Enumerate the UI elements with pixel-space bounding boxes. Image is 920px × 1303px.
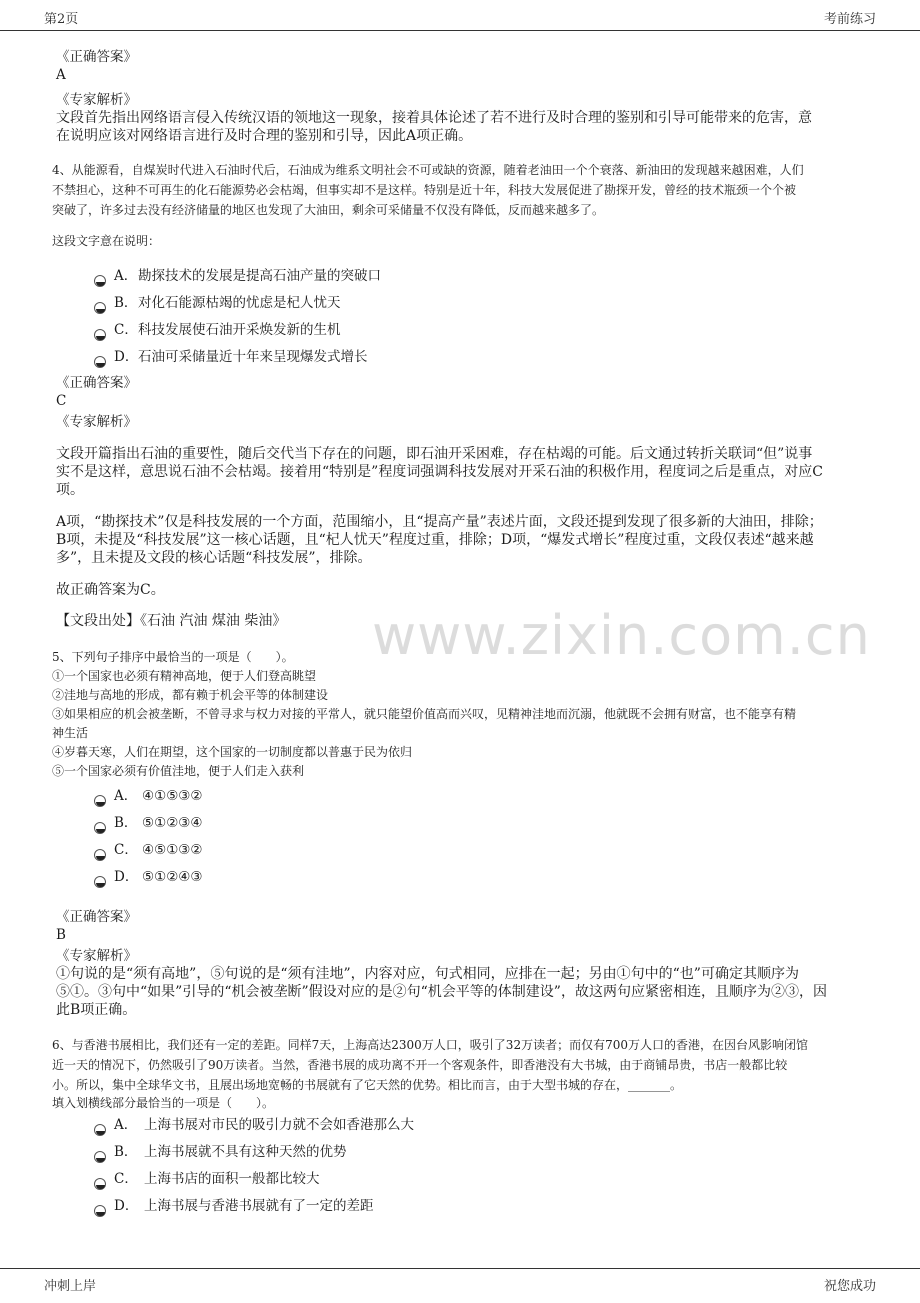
radio-icon[interactable] <box>94 849 106 861</box>
header-title: 考前练习 <box>823 12 876 27</box>
footer-left: 冲刺上岸 <box>44 1279 97 1294</box>
analysis-line: 文段首先指出网络语言侵入传统汉语的领地这一现象，接着具体论述了若不进行及时合理的鉴别和引导可能带来的危害，意 <box>56 110 812 126</box>
watermark: www.zixin.com.cn <box>372 604 871 667</box>
conclusion: 故正确答案为C。 <box>56 582 165 598</box>
answer-label: 《正确答案》 <box>56 49 137 65</box>
option-letter: B． <box>114 815 138 831</box>
sentence-item: ⑤一个国家必须有价值洼地，便于人们走入获利 <box>52 764 305 778</box>
analysis-line: ①句说的是“须有高地”，⑤句说的是“须有洼地”，内容对应，句式相同，应排在一起；另由①句中的“也”可确定其顺序为 <box>56 966 799 982</box>
option-text: 上海书展对市民的吸引力就不会如香港那么大 <box>144 1117 414 1133</box>
question-stem-line: 4、从能源看，自煤炭时代进入石油时代后，石油成为维系文明社会不可或缺的资源，随着老油田一个个衰落、新油田的发现越来越困难，人们 <box>52 163 804 177</box>
option-text: ④⑤①③② <box>142 842 203 858</box>
answer-value: B <box>56 927 66 943</box>
sentence-item: ④岁暮天寒，人们在期望，这个国家的一切制度都以普惠于民为依归 <box>52 745 413 759</box>
radio-icon[interactable] <box>94 1124 106 1136</box>
option-text: 上海书展就不具有这种天然的优势 <box>144 1144 347 1160</box>
sentence-item: ①一个国家也必须有精神高地，便于人们登高眺望 <box>52 669 317 683</box>
analysis-label: 《专家解析》 <box>56 414 137 430</box>
sentence-item: ③如果相应的机会被垄断，不曾寻求与权力对接的平常人，就只能望价值高而兴叹，见精神洼地而沉溺，他就既不会拥有财富，也不能享有精 <box>52 707 797 721</box>
radio-icon[interactable] <box>94 1178 106 1190</box>
analysis-label: 《专家解析》 <box>56 92 137 108</box>
option-text: ⑤①②③④ <box>142 815 203 831</box>
radio-icon[interactable] <box>94 329 106 341</box>
question-stem: 5、下列句子排序中最恰当的一项是（ ）。 <box>52 650 294 664</box>
answer-label: 《正确答案》 <box>56 909 137 925</box>
option-letter: B． <box>114 1144 138 1160</box>
option-text: 对化石能源枯竭的忧虑是杞人忧天 <box>138 295 341 311</box>
analysis-line: 项。 <box>56 482 84 498</box>
analysis-line: B项，未提及“科技发展”这一核心话题，且“杞人忧天”程度过重，排除；D项，“爆发式增长”程度过重，文段仅表述“越来越 <box>56 532 814 548</box>
question-stem-line: 不禁担心，这种不可再生的化石能源势必会枯竭，但事实却不是这样。特别是近十年，科技大发展促进了勘探开发，曾经的技术瓶颈一个个被 <box>52 183 797 197</box>
sentence-item: ②洼地与高地的形成，都有赖于机会平等的体制建设 <box>52 688 329 702</box>
question-prompt: 填入划横线部分最恰当的一项是（ ）。 <box>52 1096 275 1110</box>
question-stem-line: 6、与香港书展相比，我们还有一定的差距。同样7天，上海高达2300万人口，吸引了32万读者；而仅有700万人口的香港，在因台风影响闭馆 <box>52 1038 808 1052</box>
radio-icon[interactable] <box>94 1205 106 1217</box>
page-header <box>0 0 920 31</box>
page-number: 第2页 <box>44 12 79 27</box>
answer-label: 《正确答案》 <box>56 375 137 391</box>
question-stem-line: 突破了，许多过去没有经济储量的地区也发现了大油田，剩余可采储量不仅没有降低，反而越来越多了。 <box>52 203 605 217</box>
option-letter: C． <box>114 322 138 338</box>
option-text: 勘探技术的发展是提高石油产量的突破口 <box>138 268 381 284</box>
footer-right: 祝您成功 <box>823 1279 876 1294</box>
option-letter: D． <box>114 1198 139 1214</box>
question-stem-line: 小。所以，集中全球华文书，且展出场地宽畅的书展就有了它天然的优势。相比而言，由于大型书城的存在，_______。 <box>52 1078 683 1092</box>
option-letter: C． <box>114 842 138 858</box>
answer-value: A <box>56 67 66 83</box>
option-letter: A． <box>114 268 138 284</box>
analysis-label: 《专家解析》 <box>56 948 137 964</box>
option-text: 上海书店的面积一般都比较大 <box>144 1171 320 1187</box>
radio-icon[interactable] <box>94 356 106 368</box>
option-letter: C． <box>114 1171 138 1187</box>
option-text: 上海书展与香港书展就有了一定的差距 <box>144 1198 374 1214</box>
answer-value: C <box>56 393 67 409</box>
analysis-line: 多”，且未提及文段的核心话题“科技发展”，排除。 <box>56 550 372 566</box>
option-text: ⑤①②④③ <box>142 869 203 885</box>
analysis-line: 文段开篇指出石油的重要性，随后交代当下存在的问题，即石油开采困难，存在枯竭的可能。后文通过转折关联词“但”说事 <box>56 446 813 462</box>
radio-icon[interactable] <box>94 876 106 888</box>
analysis-line: 在说明应该对网络语言进行及时合理的鉴别和引导，因此A项正确。 <box>56 128 473 144</box>
analysis-line: 实不是这样，意思说石油不会枯竭。接着用“特别是”程度词强调科技发展对开采石油的积极作用，程度词之后是重点，对应C <box>56 464 824 480</box>
sentence-item: 神生活 <box>52 726 89 740</box>
option-letter: A． <box>114 788 138 804</box>
option-text: 石油可采储量近十年来呈现爆发式增长 <box>138 349 368 365</box>
source-citation: 【文段出处】《石油 汽油 煤油 柴油》 <box>56 613 287 629</box>
question-stem-line: 近一天的情况下，仍然吸引了90万读者。当然，香港书展的成功离不开一个客观条件，即香港没有大书城，由于商铺昂贵，书店一般都比较 <box>52 1058 788 1072</box>
analysis-line: A项，“勘探技术”仅是科技发展的一个方面，范围缩小，且“提高产量”表述片面，文段还提到发现了很多新的大油田，排除； <box>56 514 823 530</box>
radio-icon[interactable] <box>94 1151 106 1163</box>
option-letter: D． <box>114 869 139 885</box>
option-letter: D． <box>114 349 139 365</box>
radio-icon[interactable] <box>94 275 106 287</box>
option-text: 科技发展使石油开采焕发新的生机 <box>138 322 341 338</box>
option-letter: A． <box>114 1117 138 1133</box>
radio-icon[interactable] <box>94 795 106 807</box>
analysis-line: ⑤①。③句中“如果”引导的“机会被垄断”假设对应的是②句“机会平等的体制建设”，故这两句应紧密相连，且顺序为②③，因 <box>56 984 827 1000</box>
question-prompt: 这段文字意在说明： <box>52 234 161 248</box>
option-text: ④①⑤③② <box>142 788 203 804</box>
analysis-line: 此B项正确。 <box>56 1002 137 1018</box>
option-letter: B． <box>114 295 138 311</box>
page-footer <box>0 1268 920 1303</box>
radio-icon[interactable] <box>94 302 106 314</box>
radio-icon[interactable] <box>94 822 106 834</box>
